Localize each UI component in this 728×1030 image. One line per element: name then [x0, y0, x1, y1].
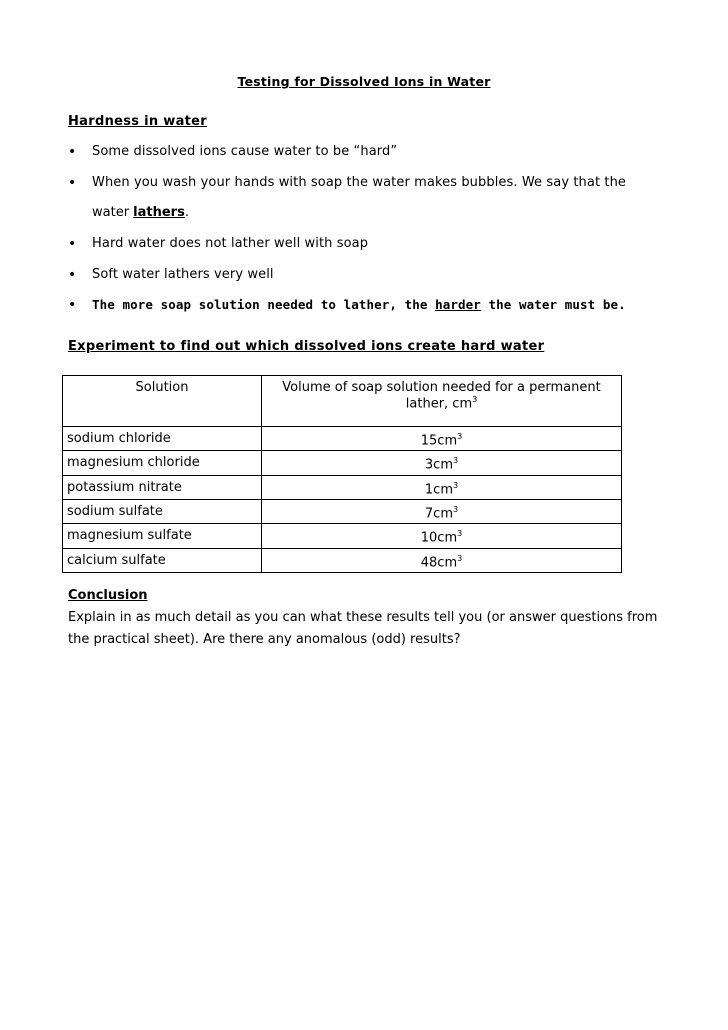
superscript: 3 — [453, 480, 459, 490]
volume-value: 3cm — [424, 457, 453, 473]
cell-solution: magnesium chloride — [63, 451, 262, 475]
cell-volume — [262, 524, 622, 548]
section-heading-hardness: Hardness in water — [68, 114, 208, 129]
results-table — [62, 375, 622, 573]
page-title-text: Testing for Dissolved Ions in Water — [237, 74, 491, 89]
cell-solution: magnesium sulfate — [63, 524, 262, 548]
volume-value: 10cm — [420, 530, 458, 546]
lathers-term: lathers — [133, 205, 185, 220]
volume-value: 48cm — [420, 554, 458, 570]
harder-term: harder — [435, 297, 481, 312]
table-header-row — [63, 376, 622, 427]
bullet-icon: • — [68, 175, 77, 191]
bullet-text: Soft water lathers very well — [92, 267, 274, 282]
bullet-icon: • — [68, 297, 77, 313]
table-row — [63, 524, 622, 548]
volume-value: 7cm — [424, 506, 453, 522]
superscript: 3 — [453, 504, 459, 514]
cell-volume — [262, 427, 622, 451]
bullet-text: Some dissolved ions cause water to be “hard” — [92, 144, 398, 159]
table-row — [63, 499, 622, 523]
cell-volume — [262, 548, 622, 572]
conclusion-heading: Conclusion — [68, 588, 148, 603]
bullet-text-post: . — [184, 205, 189, 220]
table-row — [63, 427, 622, 451]
conclusion-section — [68, 585, 668, 651]
bullet-text-pre: The more soap solution needed to lather, the — [92, 297, 436, 312]
bullet-icon: • — [68, 236, 77, 252]
superscript: 3 — [457, 529, 463, 539]
column-header-volume — [262, 376, 622, 427]
bullet-icon: • — [68, 267, 77, 283]
volume-value: 15cm — [420, 433, 458, 449]
bullet-text-post: the water must be. — [480, 297, 626, 312]
bullet-text: Hard water does not lather well with soap — [92, 236, 369, 251]
cell-solution: calcium sulfate — [63, 548, 262, 572]
bullet-text-bold — [92, 297, 626, 312]
volume-value: 1cm — [424, 481, 453, 497]
bullet-icon: • — [68, 144, 77, 160]
bullet-text-pre: water — [92, 205, 134, 220]
cell-volume — [262, 475, 622, 499]
conclusion-text: Explain in as much detail as you can what these results tell you (or answer questions from the practical sheet). Are there any anomalous (odd) results? — [68, 610, 658, 647]
bullet-text: When you wash your hands with soap the water makes bubbles. We say that the — [92, 175, 627, 190]
cell-solution: sodium sulfate — [63, 499, 262, 523]
column-header-volume-text: Volume of soap solution needed for a permanent lather, cm — [282, 380, 601, 412]
cell-volume — [262, 499, 622, 523]
table-row — [63, 475, 622, 499]
superscript: 3 — [457, 553, 463, 563]
column-header-solution: Solution — [63, 376, 262, 427]
bullet-continuation — [92, 205, 189, 220]
page-title — [0, 74, 728, 89]
table-row — [63, 451, 622, 475]
table-row — [63, 548, 622, 572]
superscript: 3 — [453, 456, 459, 466]
cell-solution: sodium chloride — [63, 427, 262, 451]
superscript: 3 — [457, 432, 463, 441]
superscript: 3 — [472, 395, 478, 404]
cell-volume — [262, 451, 622, 475]
section-heading-experiment: Experiment to find out which dissolved ions create hard water — [68, 339, 545, 354]
cell-solution: potassium nitrate — [63, 475, 262, 499]
